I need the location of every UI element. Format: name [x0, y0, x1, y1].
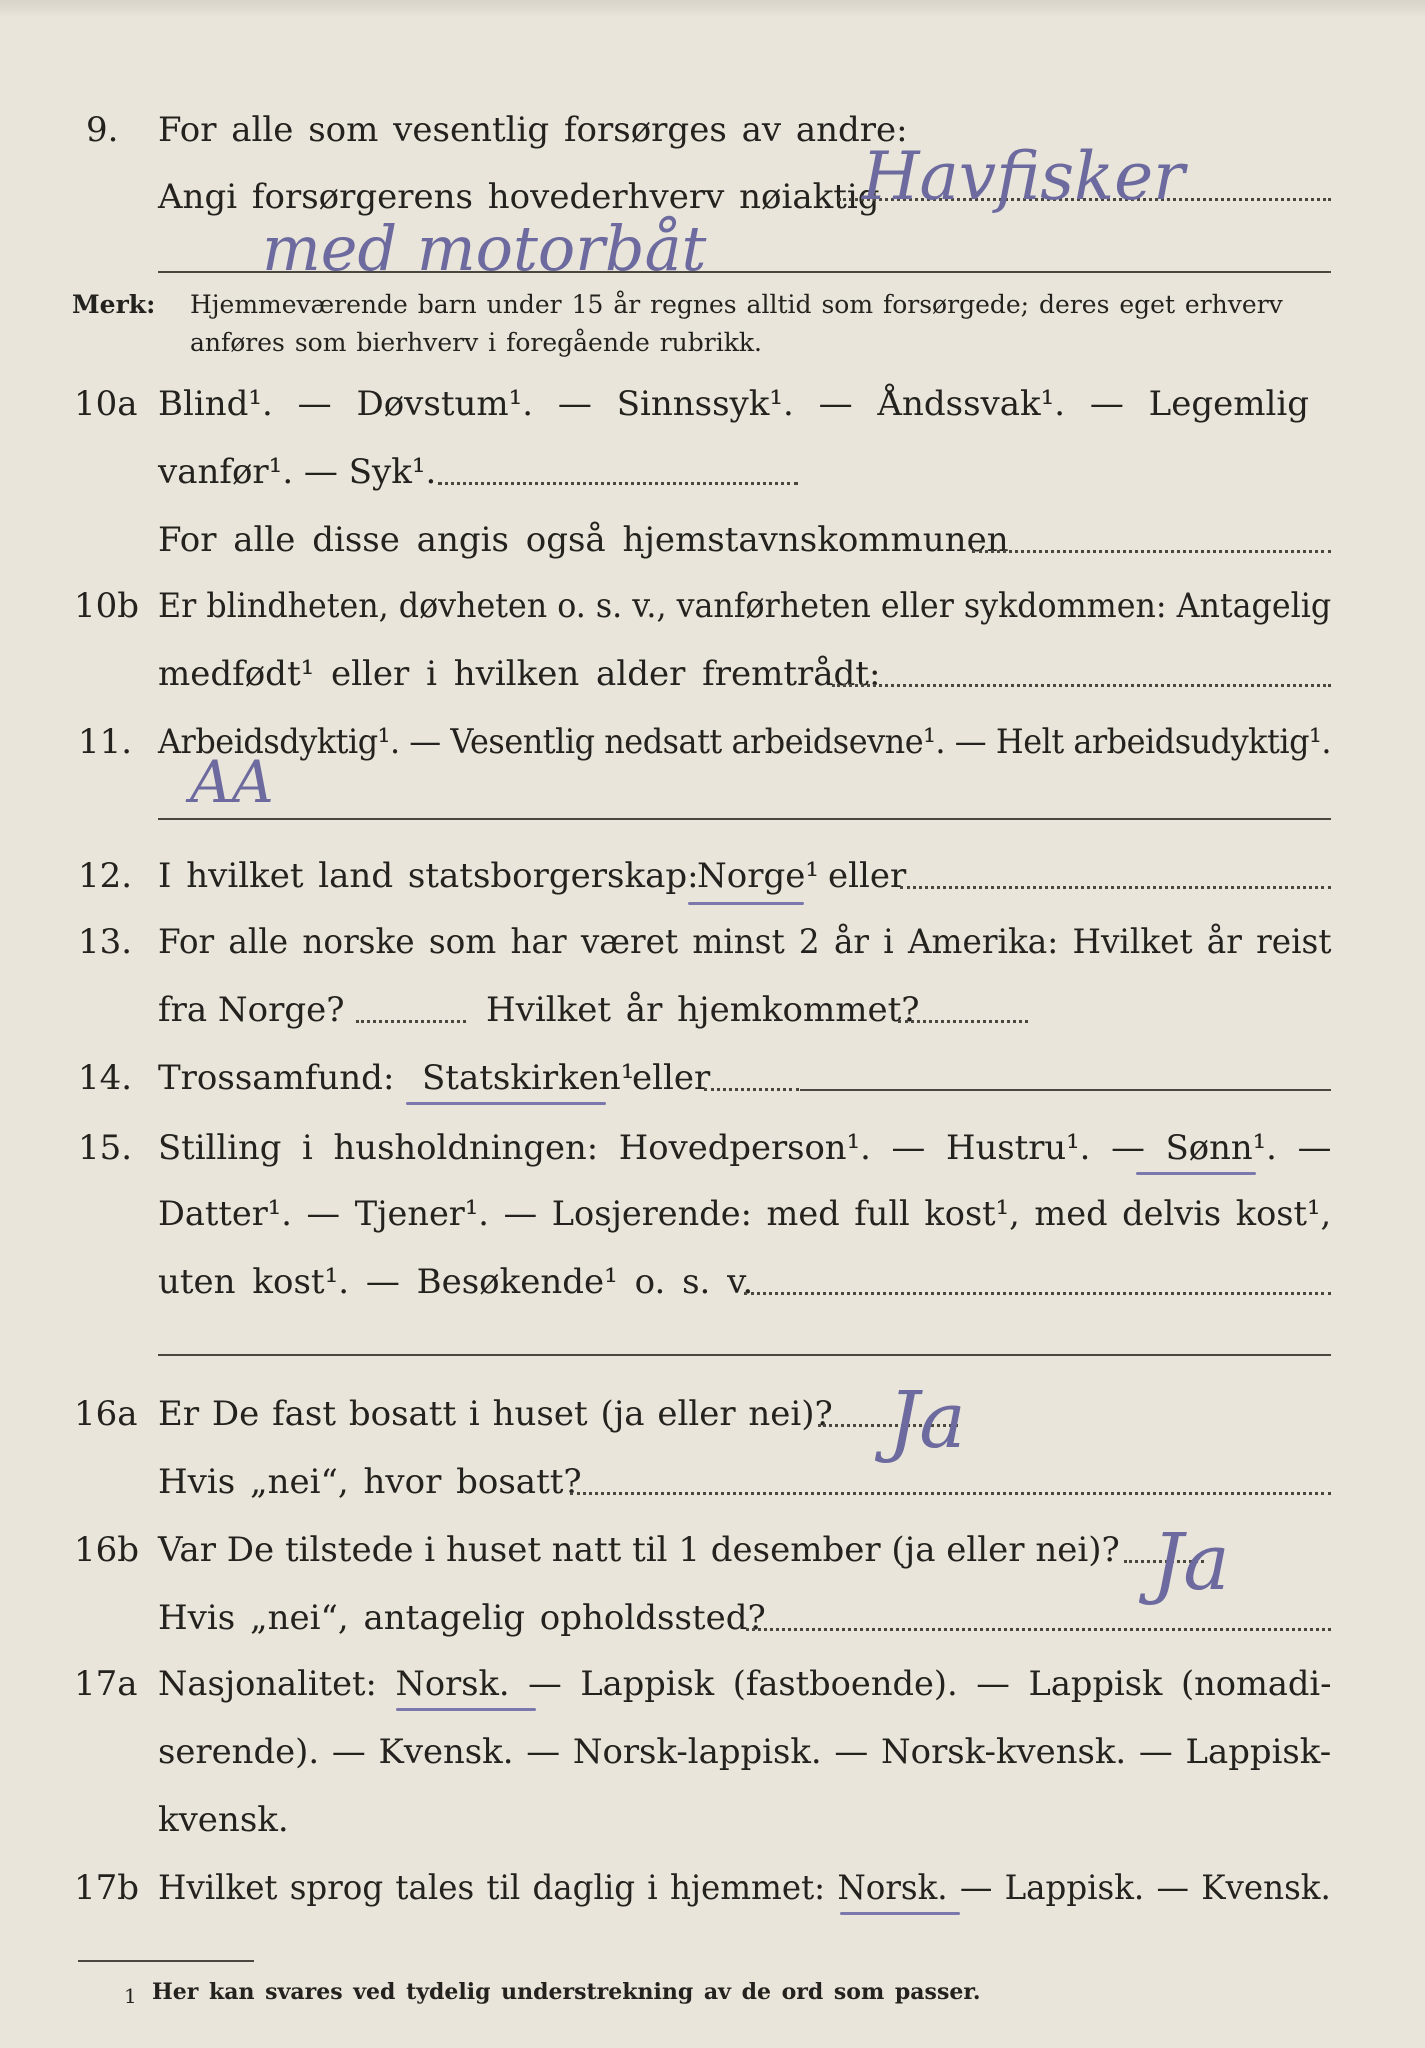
item-14-answer-line-b [800, 1089, 1331, 1091]
merk-text-2: anføres som bierhverv i foregående rubrikk. [190, 328, 762, 357]
merk-label: Merk: [72, 290, 156, 319]
footnote-separator [78, 1960, 254, 1962]
item-14-answer-line-a [704, 1088, 799, 1091]
item-14-option-statskirken: Statskirken¹ [422, 1058, 635, 1098]
item-17a-options-3: kvensk. [158, 1800, 289, 1840]
item-12-question: I hvilket land statsborgerskap: [158, 856, 699, 896]
item-14-number: 14. [78, 1058, 133, 1098]
item-16a-number: 16a [74, 1394, 138, 1434]
item-10b-number: 10b [74, 586, 140, 626]
item-16b-handwritten-answer: Ja [1152, 1518, 1230, 1608]
item-9-number: 9. [86, 110, 119, 150]
item-15-answer-line [744, 1292, 1331, 1295]
item-13-return-year-line [898, 1020, 1028, 1023]
item-17a-norsk-underline [396, 1708, 536, 1711]
footnote-text: Her kan svares ved tydelig understrekning av de ord som passer. [152, 1979, 981, 2005]
item-15-options-1: Stilling i husholdningen: Hovedperson¹. — Hustru¹. — Sønn¹. — [158, 1128, 1332, 1168]
footnote-mark: 1 [124, 1984, 137, 2008]
item-14-statskirken-underline [406, 1102, 606, 1105]
item-15-options-3: uten kost¹. — Besøkende¹ o. s. v. [158, 1262, 754, 1302]
item-10a-municipality-line [972, 550, 1331, 553]
item-17b-norsk-underline [840, 1912, 960, 1915]
item-16b-question: Var De tilstede i huset natt til 1 desember (ja eller nei)? [158, 1530, 1120, 1570]
item-11-number: 11. [78, 722, 133, 762]
item-16a-followup: Hvis „nei“, hvor bosatt? [158, 1462, 582, 1502]
item-13-left-year-line [356, 1020, 466, 1023]
item-17b-options: Hvilket sprog tales til daglig i hjemmet: Norsk. — Lappisk. — Kvensk. [158, 1868, 1331, 1908]
item-17a-options-1: Nasjonalitet: Norsk. — Lappisk (fastboende). — Lappisk (nomadi- [158, 1664, 1332, 1704]
item-16a-question: Er De fast bosatt i huset (ja eller nei)? [158, 1394, 833, 1434]
item-10b-question-2: medfødt¹ eller i hvilken alder fremtrådt: [158, 654, 881, 694]
item-10a-options-2: vanfør¹. — Syk¹. [158, 452, 437, 492]
item-13-return-year-label: Hvilket år hjemkommet? [486, 990, 920, 1030]
item-15-sonn-underline [1136, 1172, 1256, 1175]
item-9-handwritten-answer-1: Havfisker [862, 138, 1185, 215]
item-17a-number: 17a [74, 1664, 138, 1704]
item-13-left-year-label: fra Norge? [158, 990, 345, 1030]
item-15-answer-line-2 [158, 1354, 1331, 1356]
item-10b-answer-line [832, 684, 1331, 687]
item-17b-number: 17b [74, 1868, 140, 1908]
item-16a-handwritten-answer: Ja [888, 1376, 966, 1466]
item-15-number: 15. [78, 1128, 133, 1168]
item-12-norge-underline [688, 902, 804, 905]
item-14-eller: eller [632, 1058, 711, 1098]
item-14-question: Trossamfund: [158, 1058, 395, 1098]
item-16b-number: 16b [74, 1530, 140, 1570]
item-12-answer-line [900, 886, 1331, 889]
page-edge [0, 0, 1425, 18]
item-11-answer-line [158, 818, 1331, 820]
item-9-handwritten-answer-2: med motorbåt [262, 212, 707, 285]
item-9-question: For alle som vesentlig forsørges av andre: [158, 110, 908, 150]
item-12-eller: eller [828, 856, 907, 896]
item-16b-followup: Hvis „nei“, antagelig opholdssted? [158, 1598, 766, 1638]
item-11-options: Arbeidsdyktig¹. — Vesentlig nedsatt arbeidsevne¹. — Helt arbeidsudyktig¹. [158, 722, 1332, 762]
item-9-instruction: Angi forsørgerens hovederhverv nøiaktig [158, 177, 880, 217]
item-13-question: For alle norske som har været minst 2 år i Amerika: Hvilket år reist [158, 922, 1332, 962]
item-16a-followup-line [570, 1492, 1331, 1495]
item-11-handwritten-mark: AA [190, 748, 274, 816]
item-10a-options: Blind¹. — Døvstum¹. — Sinnssyk¹. — Åndssvak¹. — Legemlig [158, 384, 1309, 424]
item-12-option-norge: Norge¹ [697, 856, 819, 896]
item-13-number: 13. [78, 922, 133, 962]
item-10b-question: Er blindheten, døvheten o. s. v., vanførheten eller sykdommen: Antagelig [158, 586, 1332, 626]
item-10a-number: 10a [74, 384, 138, 424]
item-12-number: 12. [78, 856, 133, 896]
item-16b-followup-line [746, 1628, 1331, 1631]
merk-text-1: Hjemmeværende barn under 15 år regnes alltid som forsørgede; deres eget erhverv [190, 290, 1283, 319]
item-10a-home-municipality: For alle disse angis også hjemstavnskommunen [158, 520, 1009, 560]
item-17a-options-2: serende). — Kvensk. — Norsk-lappisk. — Norsk-kvensk. — Lappisk- [158, 1732, 1332, 1772]
item-10a-answer-line [438, 482, 798, 485]
item-15-options-2: Datter¹. — Tjener¹. — Losjerende: med full kost¹, med delvis kost¹, [158, 1194, 1332, 1234]
